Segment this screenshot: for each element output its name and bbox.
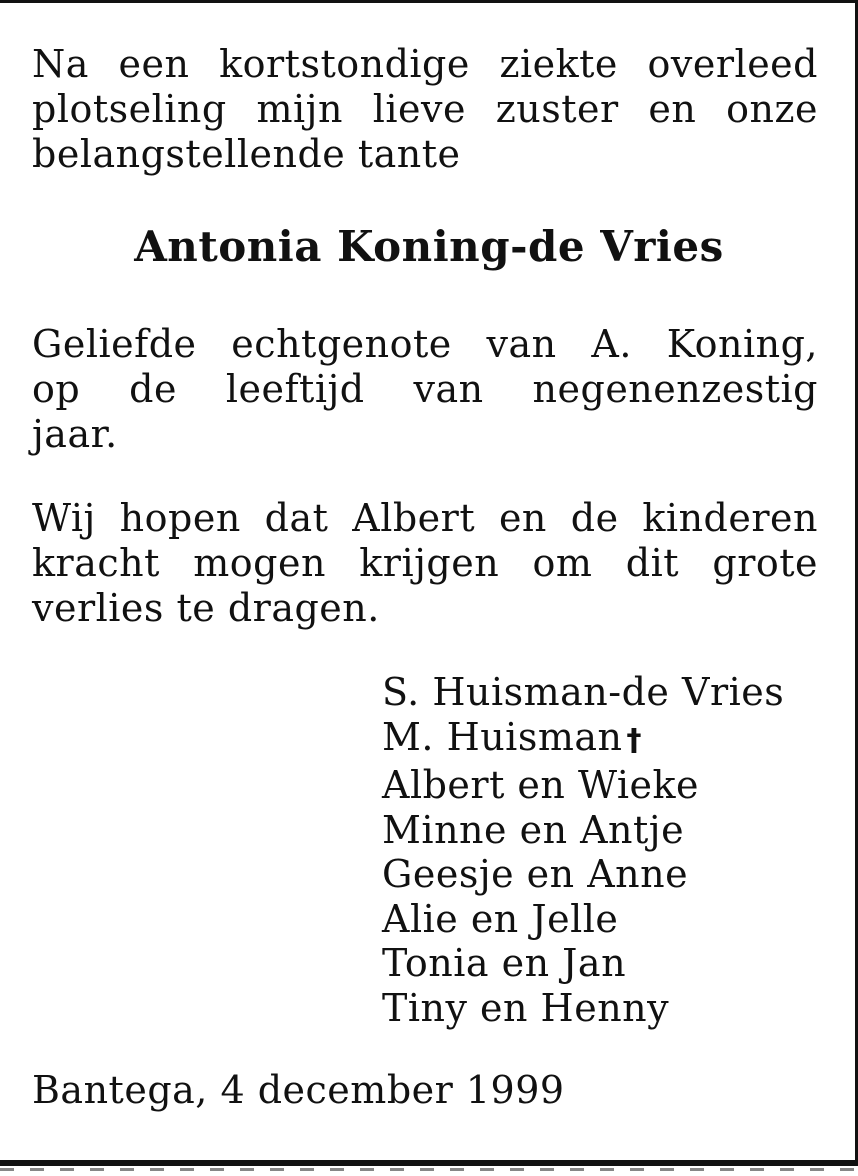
wish-paragraph bbox=[32, 496, 818, 631]
deceased-name: Antonia Koning-de Vries bbox=[134, 222, 724, 271]
wish-line-3: verlies te dragen. bbox=[32, 586, 380, 630]
signer: Alie en Jelle bbox=[382, 896, 619, 941]
place-date: Bantega, 4 december 1999 bbox=[32, 1068, 565, 1112]
frame-bottom-strip bbox=[0, 1168, 858, 1171]
intro-line-1: Na een kortstondige ziekte overleed bbox=[32, 42, 818, 86]
signer-deceased bbox=[382, 715, 784, 764]
signer: Minne en Antje bbox=[382, 807, 685, 852]
signer: Tonia en Jan bbox=[382, 941, 627, 985]
signer: Geesje en Anne bbox=[382, 852, 689, 896]
wish-line-2: kracht mogen krijgen om dit grote bbox=[32, 541, 818, 585]
wish-line-1: Wij hopen dat Albert en de kinderen bbox=[32, 496, 818, 540]
frame-top-border bbox=[0, 0, 858, 3]
signer: Tiny en Henny bbox=[382, 985, 670, 1030]
intro-paragraph bbox=[32, 42, 818, 177]
signer: S. Huisman-de Vries bbox=[382, 670, 785, 714]
signer: Albert en Wieke bbox=[382, 763, 700, 807]
spouse-line-3: jaar. bbox=[32, 412, 118, 456]
spouse-line-1: Geliefde echtgenote van A. Koning, bbox=[32, 322, 818, 366]
intro-line-3: belangstellende tante bbox=[32, 132, 461, 176]
signers-list bbox=[382, 670, 784, 1030]
intro-line-2: plotseling mijn lieve zuster en onze bbox=[32, 87, 818, 131]
spouse-line-2: op de leeftijd van negenenzestig bbox=[32, 367, 818, 411]
signer-name: M. Huisman bbox=[382, 714, 623, 759]
spouse-paragraph bbox=[32, 322, 818, 457]
cross-icon: † bbox=[626, 722, 642, 758]
frame-bottom-border bbox=[0, 1160, 858, 1166]
